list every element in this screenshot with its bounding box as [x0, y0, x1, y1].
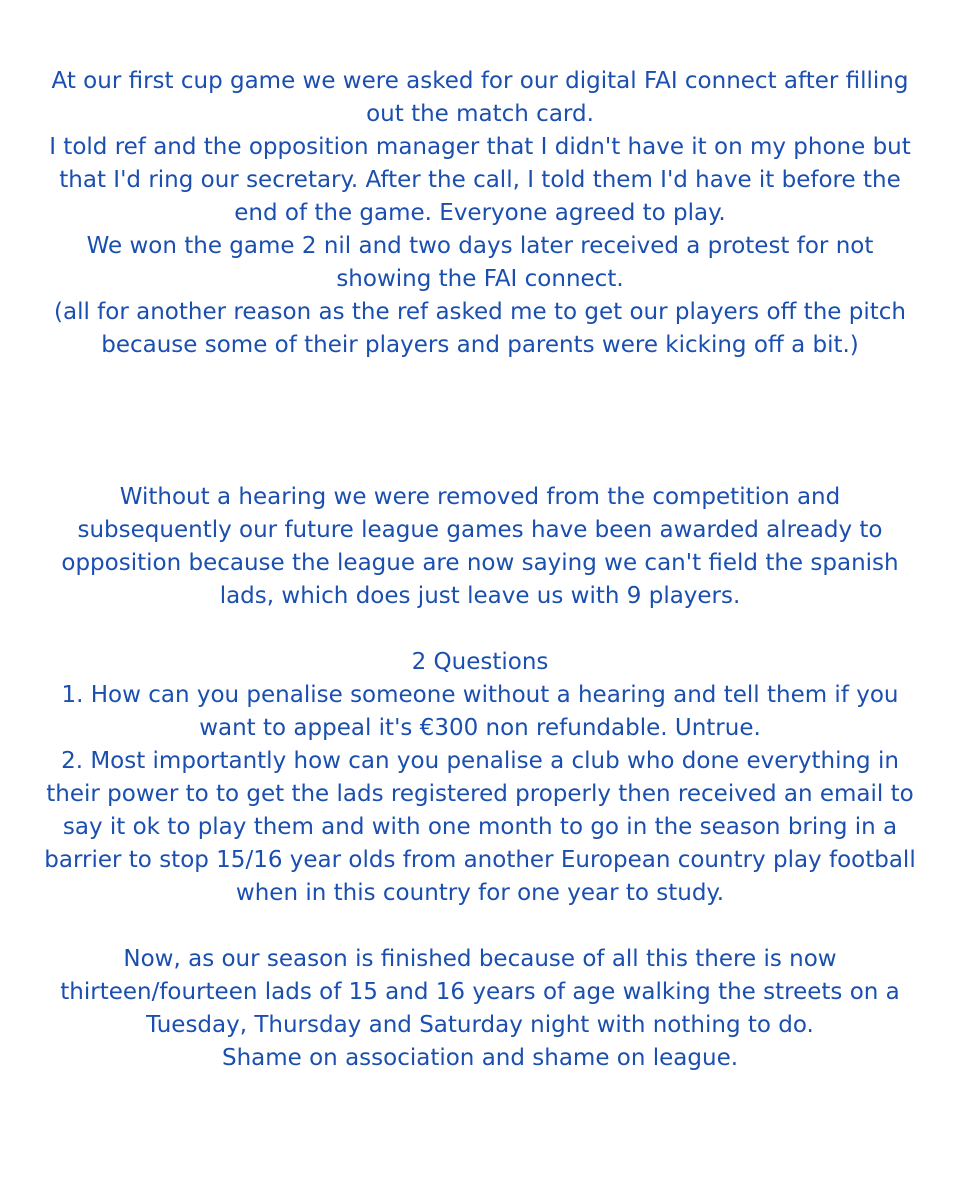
intro-paragraph-cup-game: At our first cup game we were asked for our digital FAI connect after filling out the match card. [51, 68, 909, 127]
paragraph-gap [40, 910, 920, 943]
questions-heading: 2 Questions [411, 649, 549, 675]
complaint-main-section [40, 481, 920, 1075]
closing-statement: Shame on association and shame on league. [221, 1045, 739, 1071]
question-two: 2. Most importantly how can you penalise a club who done everything in their power to to get the lads registered properly then received an email to say it ok to play them and with one month to go in the season bring in a barrier to stop 15/16 year olds from another European country play football when in this country for one year to study. [44, 748, 916, 906]
intro-paragraph-phone-call: I told ref and the opposition manager that I didn't have it on my phone but that I'd ring our secretary. After the call, I told them I'd have it before the end of the game. Everyone agreed to play. [49, 134, 911, 226]
intro-paragraph-aside: (all for another reason as the ref asked me to get our players off the pitch because some of their players and parents were kicking off a bit.) [54, 299, 906, 358]
complaint-intro-section [40, 65, 920, 362]
closing-paragraph: Now, as our season is finished because of all this there is now thirteen/fourteen lads of 15 and 16 years of age walking the streets on a Tuesday, Thursday and Saturday night with nothing to do. [60, 946, 900, 1038]
paragraph-gap [40, 613, 920, 646]
intro-paragraph-protest: We won the game 2 nil and two days later received a protest for not showing the FAI connect. [86, 233, 874, 292]
removal-paragraph: Without a hearing we were removed from the competition and subsequently our future league games have been awarded already to opposition because the league are now saying we can't field the spanish lads, which does just leave us with 9 players. [61, 484, 899, 609]
question-one: 1. How can you penalise someone without a hearing and tell them if you want to appeal it's €300 non refundable. Untrue. [61, 682, 899, 741]
